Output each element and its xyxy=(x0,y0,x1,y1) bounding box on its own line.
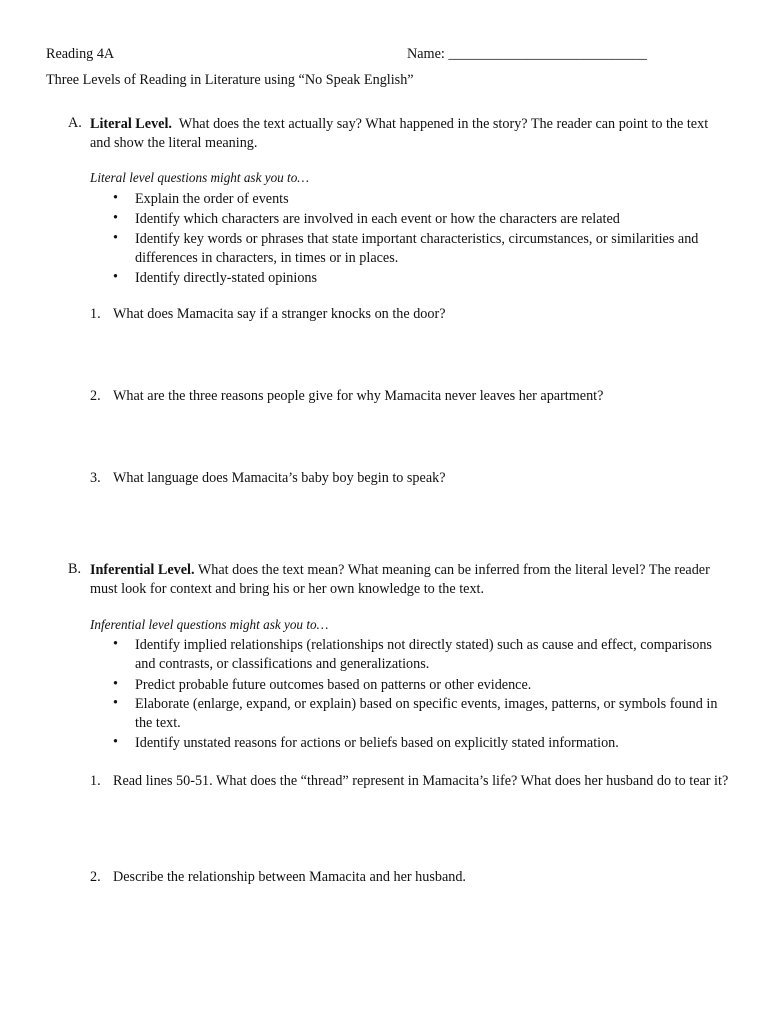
question-text: What language does Mamacita’s baby boy begin to speak? xyxy=(113,470,446,486)
list-item: Predict probable future outcomes based on patterns or other evidence. xyxy=(135,677,532,693)
bullet-dot: • xyxy=(113,210,118,226)
bullet-dot: • xyxy=(113,636,118,652)
list-item: Explain the order of events xyxy=(135,191,289,207)
bullet-dot: • xyxy=(113,734,118,750)
name-blank-line: ____________________________ xyxy=(448,46,647,62)
question-number: 3. xyxy=(90,470,101,486)
question-number: 1. xyxy=(90,773,101,789)
list-item: Identify directly-stated opinions xyxy=(135,270,318,286)
bullet-dot: • xyxy=(113,695,118,711)
bullet-dot: • xyxy=(113,269,118,285)
list-item: Identify which characters are involved in each event or how the characters are related xyxy=(135,211,620,227)
section-b-description: What does the text mean? What meaning can be inferred from the literal level? The reader must look for context and bring his or her own knowledge to the text. xyxy=(90,562,710,597)
section-b-intro xyxy=(90,561,730,599)
page-title: Three Levels of Reading in Literature using “No Speak English” xyxy=(46,72,414,88)
bullet-dot: • xyxy=(113,190,118,206)
question-text: What does Mamacita say if a stranger knocks on the door? xyxy=(113,306,446,322)
question-number: 2. xyxy=(90,869,101,885)
section-a-letter: A. xyxy=(68,115,82,131)
bullet-dot: • xyxy=(113,230,118,246)
question-text: What are the three reasons people give for why Mamacita never leaves her apartment? xyxy=(113,388,604,404)
section-b-prompt: Inferential level questions might ask you to… xyxy=(90,617,329,632)
list-item: Identify key words or phrases that state important characteristics, circumstances, or similarities and differences in characters, in times or in places. xyxy=(135,231,699,266)
name-field[interactable] xyxy=(407,46,647,63)
list-item: Identify implied relationships (relationships not directly stated) such as cause and effect, comparisons and contrasts, or classifications and generalizations. xyxy=(135,637,712,672)
question-text: Describe the relationship between Mamacita and her husband. xyxy=(113,869,466,885)
section-a-heading: Literal Level. xyxy=(90,116,172,132)
list-item: Identify unstated reasons for actions or beliefs based on explicitly stated information. xyxy=(135,735,619,751)
section-a-prompt: Literal level questions might ask you to… xyxy=(90,170,310,185)
name-label: Name: xyxy=(407,46,445,62)
question-number: 1. xyxy=(90,306,101,322)
section-b-heading: Inferential Level. xyxy=(90,562,195,578)
section-b-letter: B. xyxy=(68,561,82,577)
section-a-description: What does the text actually say? What happened in the story? The reader can point to the text and show the literal meaning. xyxy=(90,116,709,151)
course-label: Reading 4A xyxy=(46,46,115,62)
question-number: 2. xyxy=(90,388,101,404)
bullet-dot: • xyxy=(113,676,118,692)
list-item: Elaborate (enlarge, expand, or explain) based on specific events, images, patterns, or symbols found in the text. xyxy=(135,696,718,731)
question-text: Read lines 50-51. What does the “thread” represent in Mamacita’s life? What does her husband do to tear it? xyxy=(113,773,729,789)
section-a-intro xyxy=(90,115,730,153)
